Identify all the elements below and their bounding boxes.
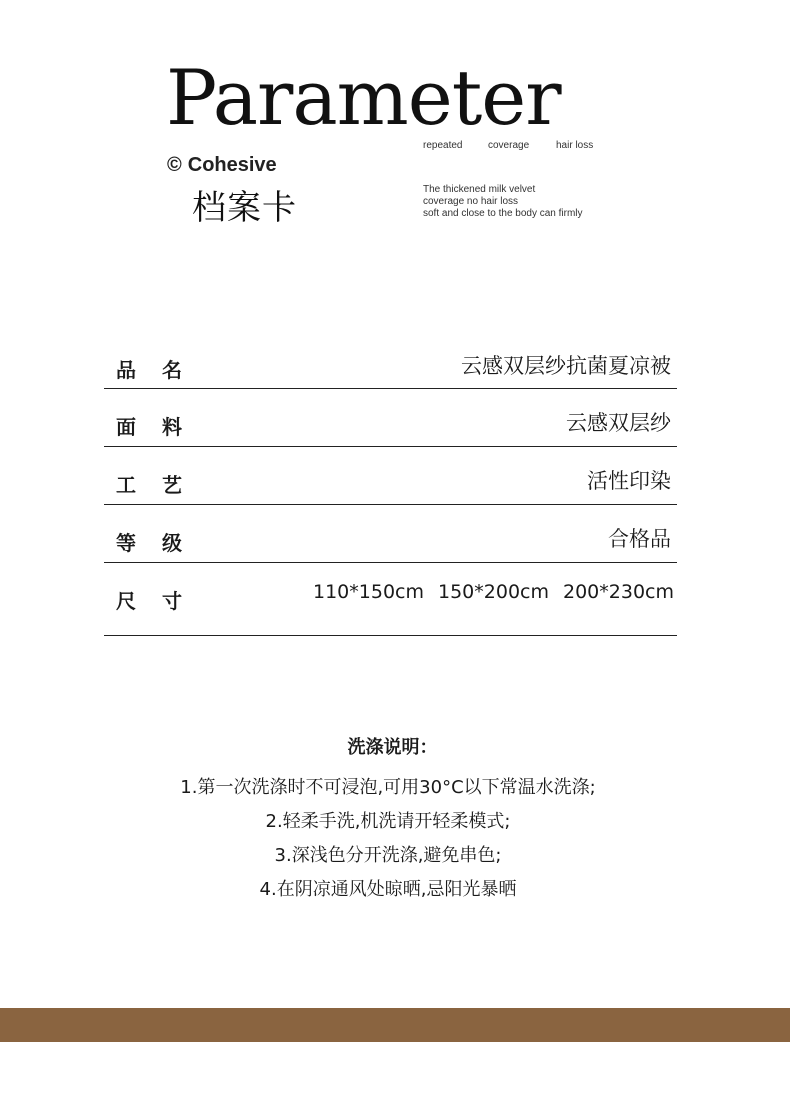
param-label: 面料 (116, 415, 208, 439)
description-line: The thickened milk velvet (423, 184, 536, 195)
card-label: 档案卡 (192, 188, 297, 228)
param-row-craft (104, 447, 677, 505)
param-row-name (104, 332, 677, 389)
tag-item: coverage (488, 140, 530, 151)
tag-list (423, 140, 603, 154)
param-value: 云感双层纱抗菌夏凉被 (461, 354, 671, 378)
wash-item: 2.轻柔手洗,机洗请开轻柔模式; (265, 811, 511, 832)
param-value: 合格品 (608, 527, 671, 551)
page-title: Parameter (166, 53, 561, 142)
description-line: soft and close to the body can firmly (423, 208, 583, 219)
tag-item: hair loss (556, 140, 594, 151)
param-value: 云感双层纱 (566, 411, 671, 435)
param-value: 活性印染 (587, 469, 671, 493)
wash-title: 洗涤说明： (347, 737, 438, 758)
param-label: 尺寸 (116, 589, 208, 613)
param-label: 等级 (116, 531, 208, 555)
size-option: 200*230cm (563, 581, 674, 603)
brand (167, 154, 277, 177)
param-label: 工艺 (116, 473, 208, 497)
param-row-grade (104, 505, 677, 563)
size-list (299, 581, 674, 603)
tag-item: repeated (423, 140, 463, 151)
parameter-table (104, 332, 677, 636)
param-row-fabric (104, 389, 677, 447)
description (423, 184, 583, 220)
description-line: coverage no hair loss (423, 196, 519, 207)
param-row-size (104, 563, 677, 636)
bottom-bar (0, 1008, 790, 1042)
washing-instructions (0, 733, 790, 907)
wash-item: 3.深浅色分开洗涤,避免串色; (274, 845, 502, 866)
wash-item: 1.第一次洗涤时不可浸泡,可用30°C以下常温水洗涤; (180, 777, 596, 798)
param-label: 品名 (116, 358, 208, 382)
copyright-icon: © (167, 154, 182, 176)
brand-name: Cohesive (187, 154, 277, 176)
size-option: 150*200cm (438, 581, 549, 603)
wash-item: 4.在阴凉通风处晾晒,忌阳光暴晒 (259, 879, 517, 900)
size-option: 110*150cm (313, 581, 424, 603)
header (0, 0, 790, 260)
